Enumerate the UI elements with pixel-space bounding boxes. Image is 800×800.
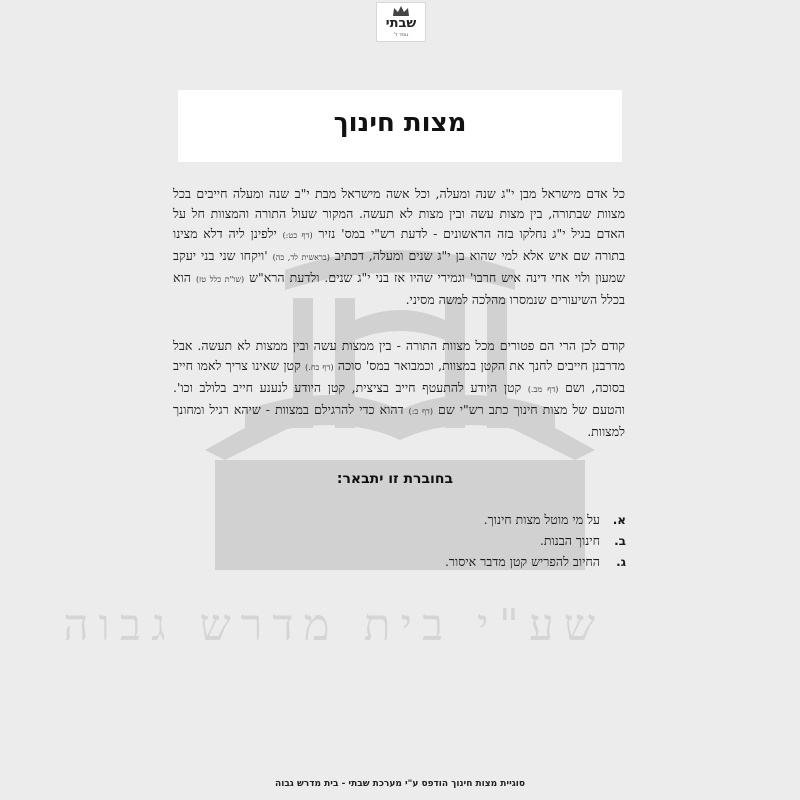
- paragraph-text: הוא בכלל השיעורים שנמסרו מהלכה למשה מסיני.: [173, 270, 625, 307]
- second-paragraph: [173, 336, 625, 442]
- list-item-letter: ג.: [616, 555, 626, 569]
- paragraph-text: קטן שאינו צריך לאמו חייב בסוכה, ושם: [173, 358, 625, 395]
- list-item-letter: א.: [612, 513, 626, 527]
- list-item: [445, 533, 626, 554]
- paragraph-text: ילפינן ליה דלא מצינו בתורה שם איש אלא למי שהוא בן י"ג שנים ומעלה, דכתיב: [173, 226, 626, 263]
- paragraph-text: 'ויקחו שני בני יעקב שמעון ולוי אחי דינה איש חרבו' וגמירי שהיו אז בני י"ג שנים. ולדעת הרא"ש: [173, 248, 626, 285]
- logo-subtext: נוסד ד': [393, 32, 409, 38]
- intro-paragraph: [173, 184, 625, 310]
- source-reference: (שו"ת כלל טז): [195, 275, 245, 284]
- topics-list: [445, 512, 626, 575]
- publisher-logo: [376, 2, 426, 42]
- list-item: [445, 554, 626, 575]
- source-reference: (בראשית לד, כה): [272, 253, 330, 262]
- paragraph-text: דהוא כדי להרגילם במצוות - שיהא רגיל ומחונך למצוות.: [173, 402, 625, 439]
- page-title: מצות חינוך: [333, 108, 467, 138]
- list-item-text: החיוב להפריש קטן מדבר איסור.: [444, 554, 600, 569]
- list-item-text: על מי מוטל מצות חינוך.: [483, 512, 600, 527]
- source-reference: (דף כט:): [282, 231, 313, 240]
- list-item-text: חינוך הבנות.: [539, 533, 600, 548]
- source-reference: (דף מב.): [527, 385, 559, 394]
- section-subheading: בחוברת זו יתבאר:: [336, 471, 453, 487]
- paragraph-text: כל אדם מישראל מבן י"ג שנה ומעלה, וכל אשה מישראל מבת י"ב שנה ומעלה חייבים בכל מצוות שבתורה, בין מצות עשה ובין מצות לא תעשה. המקור שעול התורה והמצוות חל על האדם בגיל י"ג נחלקו בזה הראשונים - לדעת רש"י במס' נזיר: [173, 186, 625, 241]
- watermark-tagline: שע"י בית מדרש גבוה: [63, 600, 605, 651]
- paragraph-text: קטן היודע להתעטף חייב בציצית, קטן היודע לנענע חייב בלולב וכו'. והטעם של מצות חינוך כתב רש"י שם: [173, 380, 625, 417]
- source-reference: (דף כח.): [305, 363, 334, 372]
- paragraph-text: קודם לכן הרי הם פטורים מכל מצוות התורה - בין ממצות עשה ובין ממצות לא תעשה. אבל מדרבנן חייבים לחנך את הקטן במצוות, וכמבואר במס' סוכה: [173, 338, 625, 373]
- source-reference: (דף ב:): [408, 407, 433, 416]
- page-footer: סוגיית מצות חינוך הודפס ע"י מערכת שבתי - בית מדרש גבוה: [275, 779, 525, 789]
- title-banner: [178, 90, 622, 162]
- list-item-letter: ב.: [614, 534, 626, 548]
- list-item: [445, 512, 626, 533]
- logo-text: שבתי: [385, 16, 417, 31]
